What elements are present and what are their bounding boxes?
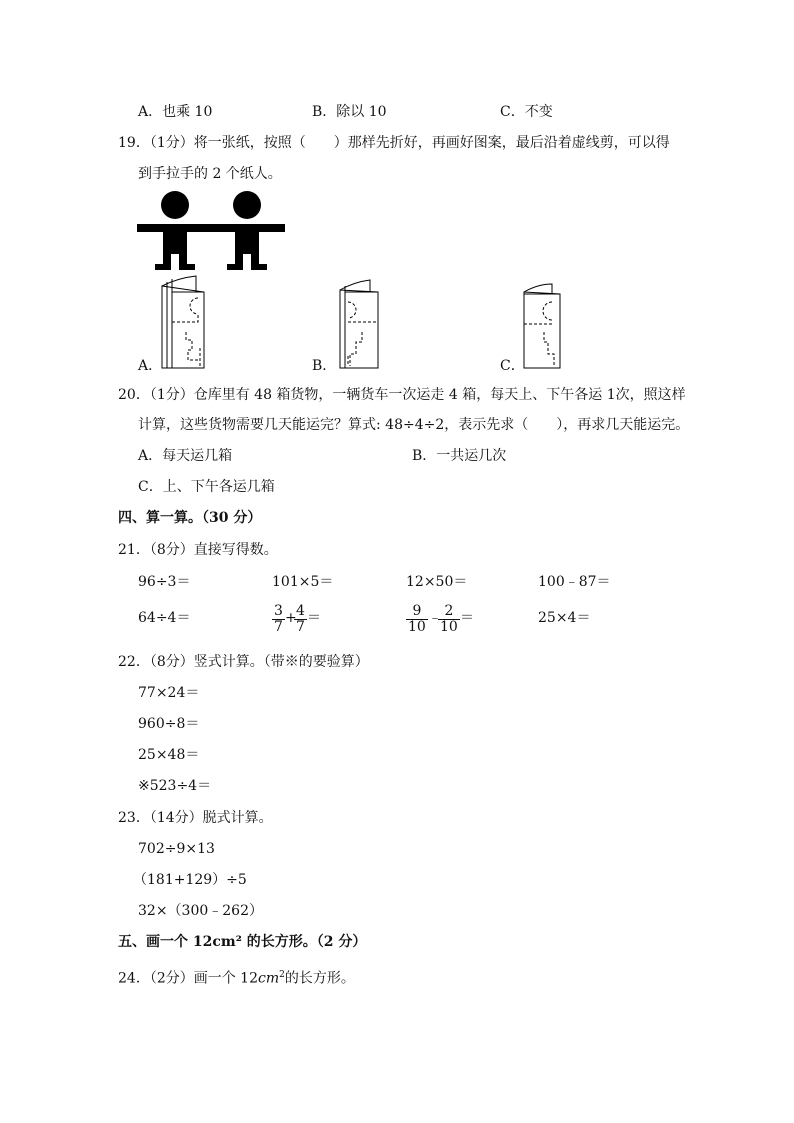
denominator: 7 [274, 619, 283, 635]
q20-option-c: C．上、下午各运几箱 [138, 479, 275, 495]
q24-unit: cm [258, 970, 280, 987]
numerator: 3 [274, 603, 283, 619]
q18-option-c: C．不变 [500, 104, 553, 120]
section-4-heading: 四、算一算。（30 分） [118, 510, 262, 526]
numerator: 4 [296, 603, 305, 619]
folded-paper-b-figure [336, 280, 384, 370]
q21-item: 12×50＝ [406, 574, 468, 590]
folded-paper-c-figure [520, 284, 566, 370]
q21-item: 25×4＝ [538, 610, 591, 626]
q20-option-b: B．一共运几次 [412, 448, 507, 464]
fraction [406, 604, 428, 635]
q24-exponent: 2 [279, 970, 285, 980]
denominator: 10 [440, 619, 458, 635]
q22-item: ※523÷4＝ [138, 778, 212, 794]
numerator: 2 [438, 604, 460, 620]
q18-option-b: B．除以 10 [312, 104, 387, 120]
q21-item: 100﹣87＝ [538, 574, 611, 590]
q22-item: 77×24＝ [138, 685, 200, 701]
q23-title: 23．（14分）脱式计算。 [118, 810, 273, 826]
denominator: 7 [296, 619, 305, 635]
paper-dolls-figure [137, 190, 287, 272]
q19-option-a: A． [138, 358, 163, 374]
q22-item: 25×48＝ [138, 747, 200, 763]
q19-text-line2: 到手拉手的 2 个纸人。 [138, 166, 282, 182]
q22-item: 960÷8＝ [138, 716, 200, 732]
q21-item: 101×5＝ [272, 574, 334, 590]
equals-sign: ＝ [307, 610, 321, 626]
q21-item: 96÷3＝ [138, 574, 191, 590]
section-5-heading: 五、画一个 12cm² 的长方形。（2 分） [118, 934, 367, 950]
q19-text-line1: 19．（1分）将一张纸，按照（ ）那样先折好，再画好图案，最后沿着虚线剪，可以得 [118, 135, 670, 151]
q24-suffix: 的长方形。 [284, 970, 355, 987]
equals-sign: ＝ [460, 610, 474, 626]
q20-text-line1: 20．（1分）仓库里有 48 箱货物，一辆货车一次运走 4 箱，每天上、下午各运 1次，照这样 [118, 387, 686, 403]
q18-option-a: A．也乘 10 [138, 104, 213, 120]
q22-title: 22．（8分）竖式计算。（带※的要验算） [118, 654, 369, 670]
folded-paper-a-figure [158, 276, 208, 370]
q20-text-line2: 计算，这些货物需要几天能运完？算式: 48÷4÷2，表示先求（ ），再求几天能运完。 [138, 417, 690, 433]
denominator: 10 [408, 619, 426, 635]
q20-option-a: A．每天运几箱 [138, 448, 233, 464]
q21-item: 64÷4＝ [138, 610, 191, 626]
q24-prefix: 24．（2分）画一个 12 [118, 970, 258, 987]
q24-text [118, 966, 355, 988]
fraction [272, 604, 285, 635]
q23-item: 32×（300﹣262） [138, 903, 263, 919]
q19-option-b: B． [312, 358, 337, 374]
numerator: 9 [406, 604, 428, 620]
fraction [294, 604, 307, 635]
fraction [438, 604, 460, 635]
plus-operator: + [285, 610, 297, 626]
minus-operator: ﹣ [428, 610, 442, 626]
q23-item: 702÷9×13 [138, 841, 215, 857]
q21-title: 21．（8分）直接写得数。 [118, 542, 278, 558]
q19-option-c: C． [500, 358, 525, 374]
q23-item: （181+129）÷5 [133, 872, 247, 888]
